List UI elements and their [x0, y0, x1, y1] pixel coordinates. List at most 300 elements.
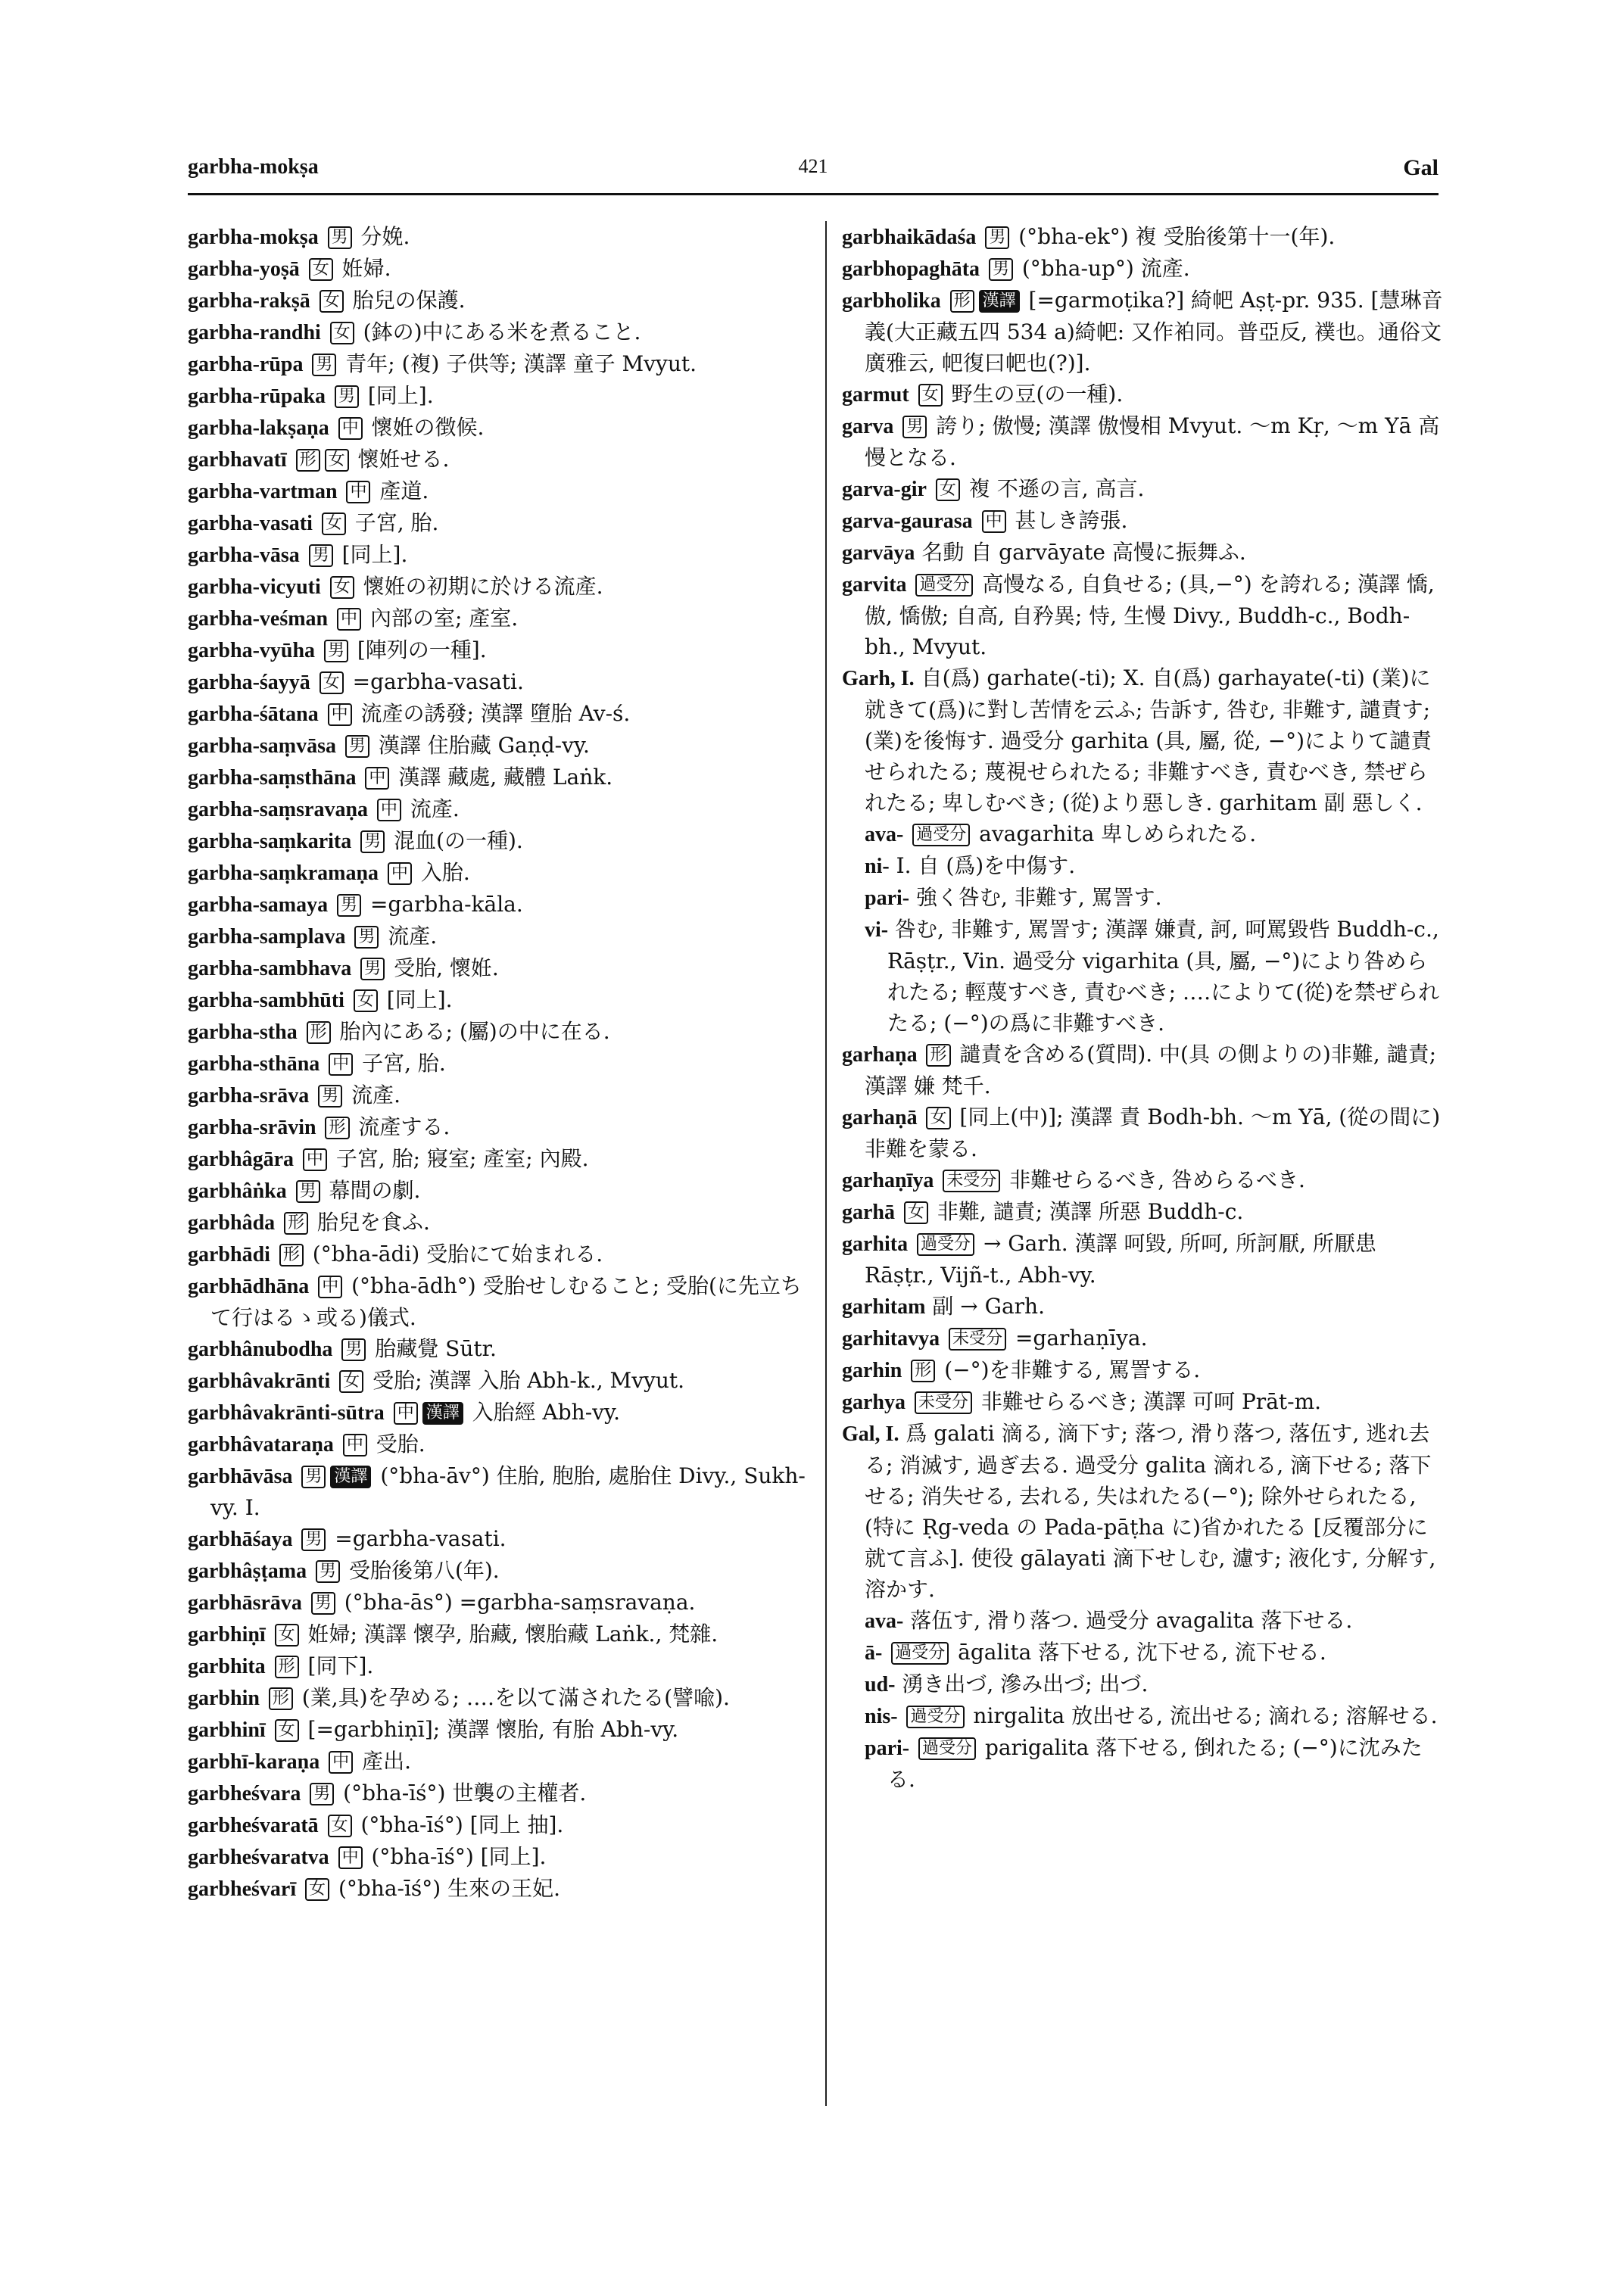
grammar-tag: 中 — [318, 1276, 342, 1298]
entry-headword: garhaṇā — [842, 1106, 918, 1129]
entry-definition: [同上]. — [367, 383, 434, 408]
entry-definition: 名動 自 garvāyate 高慢に振舞ふ. — [921, 540, 1246, 565]
dictionary-entry — [842, 1228, 1448, 1291]
dictionary-entry — [188, 1523, 809, 1555]
entry-headword: garbha-sambhūti — [188, 989, 344, 1012]
entry-headword: ā- — [865, 1641, 883, 1665]
entry-definition: 流產する. — [358, 1114, 450, 1139]
dictionary-entry — [842, 1164, 1448, 1196]
entry-headword: garhā — [842, 1201, 895, 1224]
dictionary-entry — [188, 698, 809, 730]
page-header — [188, 155, 1439, 195]
grammar-tag: 男 — [316, 1560, 340, 1583]
entry-headword: garbhâgāra — [188, 1148, 294, 1171]
dictionary-entry — [188, 253, 809, 285]
page-number: 421 — [798, 155, 828, 177]
entry-headword: garvita — [842, 573, 907, 597]
grammar-tag: 女 — [918, 384, 943, 407]
entry-definition: (°bha-ās°) =garbha-saṃsravaṇa. — [344, 1590, 696, 1615]
grammar-tag: 女 — [275, 1624, 299, 1647]
grammar-tag: 女 — [275, 1719, 299, 1742]
grammar-tag: 中 — [329, 1053, 353, 1076]
entry-definition: =garbha-kāla. — [369, 892, 523, 917]
entry-headword: garbheśvarī — [188, 1877, 297, 1901]
entry-headword: garbheśvaratva — [188, 1846, 329, 1869]
entry-headword: garbha-srāva — [188, 1084, 310, 1108]
entry-definition: nirgalita 放出せる, 流出せる; 滴れる; 溶解せる. — [973, 1703, 1438, 1728]
grammar-tag: 中 — [328, 703, 352, 726]
entry-definition: 懷姙の初期に於ける流產. — [363, 574, 603, 599]
dictionary-entry — [188, 921, 809, 952]
entry-definition: 野生の豆(の一種). — [951, 382, 1124, 407]
dictionary-entry — [842, 1039, 1448, 1101]
entry-headword: garbhāvāsa — [188, 1465, 293, 1488]
grammar-tag: 過受分 — [915, 574, 973, 597]
dictionary-entry — [842, 1354, 1448, 1386]
grammar-tag: 過受分 — [906, 1706, 964, 1728]
entry-definition: 胎內にある; (屬)の中に在る. — [339, 1019, 610, 1044]
entry-headword: garbha-saṃsthāna — [188, 766, 357, 790]
entry-headword: garbhādi — [188, 1243, 270, 1266]
dictionary-entry — [842, 569, 1448, 662]
entry-definition: 非難せらるべき; 漢譯 可呵 Prāt-m. — [980, 1389, 1322, 1414]
entry-headword: garbhâvakrānti — [188, 1369, 331, 1393]
entry-definition: 入胎. — [420, 860, 470, 885]
entry-definition: (°bha-ek°) 複 受胎後第十一(年). — [1018, 224, 1336, 249]
entry-headword: garbhin — [188, 1687, 260, 1710]
dictionary-entry — [842, 1101, 1448, 1164]
grammar-tag: 男 — [985, 226, 1009, 249]
entry-headword: garbhavatī — [188, 448, 287, 472]
dictionary-entry — [842, 1732, 1448, 1795]
dictionary-entry — [842, 379, 1448, 410]
entry-definition: 非難, 譴責; 漢譯 所惡 Buddh-c. — [937, 1199, 1244, 1224]
entry-definition: 漢譯 住胎藏 Gaṇḍ-vy. — [378, 733, 590, 758]
grammar-tag: 女 — [320, 671, 344, 694]
dictionary-entry — [842, 473, 1448, 505]
dictionary-entry — [188, 1587, 809, 1618]
entry-definition: 強く咎む, 非難す, 罵詈す. — [916, 885, 1162, 910]
grammar-tag: 男 — [360, 830, 385, 853]
grammar-tag: 男 — [301, 1466, 326, 1488]
grammar-tag: 中 — [303, 1148, 327, 1171]
dictionary-entry — [188, 1333, 809, 1365]
grammar-tag: 女 — [325, 449, 349, 472]
grammar-tag: 男 — [354, 926, 379, 949]
dictionary-entry — [842, 410, 1448, 473]
dictionary-entry — [188, 1618, 809, 1650]
entry-headword: garbhī-karaṇa — [188, 1750, 320, 1774]
dictionary-entry — [188, 1175, 809, 1207]
entry-definition: (°bha-īś°) [同上]. — [371, 1844, 547, 1869]
grammar-tag: 男 — [345, 735, 369, 758]
grammar-tag: 中 — [337, 608, 361, 631]
dictionary-entry — [188, 825, 809, 857]
dictionary-entry — [188, 952, 809, 984]
entry-definition: 流產. — [388, 924, 438, 949]
entry-headword: garbha-śayyā — [188, 671, 310, 694]
entry-headword: garbhâda — [188, 1211, 276, 1235]
grammar-tag: 中 — [338, 417, 363, 440]
dictionary-entry — [188, 348, 809, 380]
grammar-tag: 未受分 — [915, 1391, 972, 1414]
entry-headword: garbhâṅka — [188, 1179, 287, 1203]
dictionary-entry — [842, 505, 1448, 537]
grammar-tag: 女 — [904, 1201, 928, 1224]
entry-definition: 落伍す, 滑り落つ. 過受分 avagalita 落下せる. — [910, 1608, 1353, 1633]
dictionary-entry — [188, 507, 809, 539]
entry-headword: garbha-randhi — [188, 321, 321, 344]
column-divider — [825, 221, 827, 2106]
grammar-tag: 過受分 — [917, 1233, 974, 1256]
dictionary-entry — [188, 1048, 809, 1080]
dictionary-entry — [188, 1809, 809, 1841]
dictionary-entry — [188, 1270, 809, 1333]
entry-definition: parigalita 落下せる, 倒れたる; (−°)に沈みたる. — [887, 1735, 1423, 1792]
entry-headword: garbhita — [188, 1655, 266, 1678]
entry-definition: 受胎, 懷姙. — [394, 955, 499, 980]
dictionary-entry — [188, 1080, 809, 1111]
grammar-tag: 形 — [269, 1687, 293, 1710]
dictionary-entry — [188, 1714, 809, 1746]
entry-definition: [同下]. — [307, 1653, 374, 1678]
dictionary-entry — [188, 1365, 809, 1397]
entry-headword: garbheśvara — [188, 1782, 301, 1805]
dictionary-entry — [188, 889, 809, 921]
entry-definition: (°bha-up°) 流產. — [1021, 256, 1190, 281]
entry-definition: [=garmoṭika?] 綺帊 Aṣṭ-pr. 935. [慧琳音義(大正藏五四 534 a)綺帊: 又作袙同。普亞反, 襆也。通俗文廣雅云, 帊復曰帊也(?)]. — [865, 288, 1443, 375]
grammar-tag: 中 — [329, 1751, 353, 1774]
entry-headword: garbheśvaratā — [188, 1814, 319, 1837]
entry-headword: garhya — [842, 1391, 906, 1414]
entry-definition: 複 不遜の言, 高言. — [968, 476, 1145, 501]
dictionary-entry — [188, 412, 809, 444]
entry-headword: garbhâvataraṇa — [188, 1433, 334, 1456]
entry-definition: 爲 galati 滴る, 滴下す; 落つ, 滑り落つ, 落伍す, 逃れ去る; 消滅す, 過ぎ去る. 過受分 galita 滴れる, 滴下せる; 落下せる; 消失せる, 去れる, 失はれたる(−°); 除外せられたる, (特に Ṛg-veda の Pada-pāṭha に)省かれたる [反覆部分に就て言ふ]. 使役 gālayati 滴下せしむ, 濾す; 液化す, 分解す, 溶かす. — [865, 1421, 1436, 1602]
dictionary-entry — [188, 1111, 809, 1143]
grammar-tag: 女 — [309, 258, 333, 281]
dictionary-entry — [188, 316, 809, 348]
entry-definition: 漢譯 藏處, 藏體 Laṅk. — [398, 765, 613, 790]
grammar-tag: 中 — [365, 767, 389, 790]
entry-definition: 懷姙の徴候. — [371, 415, 485, 440]
entry-definition: 流產. — [410, 796, 460, 821]
entry-headword: garbhādhāna — [188, 1275, 310, 1298]
dictionary-entry — [842, 537, 1448, 569]
entry-definition: 甚しき誇張. — [1015, 508, 1128, 533]
grammar-tag: 男 — [328, 226, 352, 249]
dictionary-entry — [188, 1460, 809, 1523]
entry-definition: 胎兒の保護. — [352, 288, 466, 313]
right-column — [842, 221, 1448, 1795]
grammar-tag: 形 — [307, 1021, 331, 1044]
entry-headword: garhitam — [842, 1295, 926, 1319]
dictionary-entry — [188, 539, 809, 571]
grammar-tag: 形 — [325, 1117, 349, 1139]
dictionary-entry — [842, 1418, 1448, 1605]
entry-definition: → Garh. 漢譯 呵毀, 所呵, 所訶厭, 所厭患 Rāṣṭr., Vijñ-t., Abh-vy. — [865, 1231, 1376, 1288]
grammar-tag: 形 — [284, 1212, 308, 1235]
grammar-tag: 中 — [394, 1402, 418, 1425]
entry-definition: 胎藏覺 Sūtr. — [375, 1336, 497, 1361]
entry-headword: garbha-stha — [188, 1020, 298, 1044]
entry-headword: garbha-śātana — [188, 703, 319, 726]
entry-definition: 姙婦. — [341, 256, 391, 281]
dictionary-entry — [188, 730, 809, 762]
entry-headword: garbha-veśman — [188, 607, 329, 631]
dictionary-entry — [842, 662, 1448, 818]
entry-definition: 產出. — [362, 1749, 411, 1774]
grammar-tag: 男 — [301, 1528, 326, 1551]
grammar-tag: 男 — [311, 1592, 335, 1615]
grammar-tag: 中 — [388, 862, 412, 885]
grammar-tag: 未受分 — [949, 1328, 1006, 1351]
dictionary-entry — [188, 1555, 809, 1587]
grammar-tag: 中 — [377, 799, 401, 821]
entry-definition: 受胎後第八(年). — [348, 1558, 500, 1583]
entry-headword: garbhâṣṭama — [188, 1559, 307, 1583]
grammar-tag: 男 — [312, 354, 336, 376]
left-column — [188, 221, 809, 1905]
entry-definition: 姙婦; 漢譯 懷孕, 胎藏, 懷胎藏 Laṅk., 梵雜. — [307, 1622, 718, 1647]
dictionary-entry — [188, 1238, 809, 1270]
grammar-tag: 中 — [346, 481, 370, 503]
entry-definition: 產道. — [379, 478, 429, 503]
dictionary-entry — [188, 571, 809, 603]
entry-definition: 非難せらるべき, 咎めらるべき. — [1009, 1167, 1305, 1192]
entry-definition: 子宮, 胎. — [354, 510, 439, 535]
entry-definition: (°bha-ādh°) 受胎せしむること; 受胎(に先立ちて行はるゝ或る)儀式. — [210, 1273, 802, 1330]
dictionary-entry — [188, 1207, 809, 1238]
entry-headword: garbhāsrāva — [188, 1591, 302, 1615]
entry-definition: 混血(の一種). — [394, 828, 523, 853]
entry-definition: 流產の誘發; 漢譯 墮胎 Av-ś. — [360, 701, 631, 726]
grammar-tag: 女 — [322, 512, 346, 535]
dictionary-entry — [188, 380, 809, 412]
entry-headword: garva-gir — [842, 478, 927, 501]
grammar-tag: 女 — [354, 989, 378, 1012]
entry-headword: garmut — [842, 383, 909, 407]
grammar-tag: 中 — [343, 1434, 367, 1456]
dictionary-entry — [842, 1605, 1448, 1637]
entry-headword: garbha-lakṣaṇa — [188, 416, 329, 440]
grammar-tag: 形 — [950, 290, 974, 313]
entry-definition: 懷姙せる. — [357, 447, 450, 472]
entry-definition: 受胎. — [376, 1432, 425, 1456]
entry-definition: (°bha-īś°) 生來の王妃. — [338, 1876, 561, 1901]
entry-definition: avagarhita 卑しめられたる. — [979, 821, 1257, 846]
entry-definition: 分娩. — [360, 224, 410, 249]
entry-headword: garbha-vāsa — [188, 544, 300, 567]
entry-definition: 咎む, 非難す, 罵詈す; 漢譯 嫌責, 訶, 呵罵毀呰 Buddh-c., Rāṣṭr., Vin. 過受分 vigarhita (具, 屬, −°)により咎められたる; 輕蔑すべき, 責むべき; ‥‥によりて(從)を禁ぜられたる; (−°)の爲に非難すべき. — [887, 917, 1440, 1036]
grammar-tag: 形 — [275, 1656, 299, 1678]
entry-headword: garbholika — [842, 289, 941, 313]
grammar-tag: 男 — [318, 1085, 342, 1108]
grammar-tag: 男 — [296, 1180, 320, 1203]
entry-definition: (°bha-īś°) [同上 抽]. — [360, 1812, 564, 1837]
grammar-tag: 形 — [296, 449, 320, 472]
entry-definition: (−°)を非難する, 罵詈する. — [944, 1357, 1201, 1382]
grammar-tag: 男 — [989, 258, 1013, 281]
entry-headword: garbhāśaya — [188, 1528, 293, 1551]
dictionary-entry — [188, 285, 809, 316]
entry-headword: garbha-sthāna — [188, 1052, 320, 1076]
entry-headword: garbha-saṃkarita — [188, 830, 352, 853]
grammar-tag: 形 — [926, 1044, 950, 1067]
entry-headword: garbha-vyūha — [188, 639, 316, 662]
entry-headword: garhaṇa — [842, 1043, 918, 1067]
entry-headword: garbha-yoṣā — [188, 257, 300, 281]
entry-headword: garbha-rūpaka — [188, 385, 326, 408]
entry-headword: ava- — [865, 823, 904, 846]
entry-headword: garbha-vasati — [188, 512, 313, 535]
dictionary-entry — [188, 984, 809, 1016]
dictionary-entry — [842, 914, 1448, 1039]
entry-definition: 內部の室; 產室. — [369, 606, 519, 631]
entry-definition: [同上]. — [341, 542, 408, 567]
grammar-tag: 女 — [936, 478, 960, 501]
dictionary-entry — [188, 603, 809, 634]
entry-definition: 高慢なる, 自負せる; (具,−°) を誇れる; 漢譯 憍, 傲, 憍傲; 自高, 自矜異; 恃, 生慢 Divy., Buddh-c., Bodh-bh., Mvyut. — [865, 572, 1435, 659]
grammar-tag: 男 — [902, 416, 927, 438]
entry-definition: 受胎; 漢譯 入胎 Abh-k., Mvyut. — [372, 1368, 685, 1393]
dictionary-entry — [188, 1682, 809, 1714]
running-head-right: Gal — [1403, 155, 1439, 180]
grammar-tag: 女 — [305, 1878, 329, 1901]
running-head-left: garbha-mokṣa — [188, 155, 319, 179]
grammar-tag: 中 — [982, 510, 1006, 533]
entry-headword: garhita — [842, 1232, 909, 1256]
dictionary-entry — [188, 857, 809, 889]
entry-headword: garbha-mokṣa — [188, 226, 319, 249]
entry-headword: garbha-vicyuti — [188, 575, 321, 599]
entry-headword: ava- — [865, 1609, 904, 1633]
grammar-tag: 過受分 — [912, 824, 970, 846]
entry-headword: garbha-saṃvāsa — [188, 734, 337, 758]
entry-headword: garbha-srāvin — [188, 1116, 316, 1139]
entry-headword: garbhânubodha — [188, 1338, 333, 1361]
entry-headword: ni- — [865, 855, 890, 878]
entry-headword: garva-gaurasa — [842, 509, 973, 533]
entry-headword: garbhinī — [188, 1718, 266, 1742]
entry-definition: 胎兒を食ふ. — [316, 1210, 430, 1235]
entry-definition: (°bha-īś°) 世襲の主權者. — [343, 1781, 587, 1805]
entry-headword: garbha-rakṣā — [188, 289, 310, 313]
dictionary-entry — [188, 1143, 809, 1175]
dictionary-entry — [842, 1700, 1448, 1732]
entry-definition: 誇り; 傲慢; 漢譯 傲慢相 Mvyut. 〜m Kṛ, 〜m Yā 高慢となる. — [865, 413, 1440, 470]
grammar-tag: 過受分 — [891, 1642, 949, 1665]
entry-definition: [陣列の一種]. — [357, 637, 487, 662]
entry-definition: (°bha-āv°) 住胎, 胞胎, 處胎住 Divy., Sukh-vy. I. — [210, 1463, 806, 1520]
entry-definition: 青年; (複) 子供等; 漢譯 童子 Mvyut. — [345, 351, 697, 376]
entry-definition: [同上(中)]; 漢譯 責 Bodh-bh. 〜m Yā, (從の間に)非難を蒙る. — [865, 1104, 1441, 1161]
grammar-tag: 漢譯 — [422, 1402, 463, 1425]
entry-definition: 子宮, 胎. — [362, 1051, 446, 1076]
grammar-tag: 中 — [338, 1846, 363, 1869]
entry-headword: garbha-saṃkramaṇa — [188, 861, 379, 885]
grammar-tag: 未受分 — [943, 1170, 1000, 1192]
entry-definition: I. 自 (爲)を中傷す. — [896, 853, 1076, 878]
grammar-tag: 形 — [911, 1360, 935, 1382]
dictionary-entry — [188, 1746, 809, 1777]
grammar-tag: 男 — [341, 1338, 366, 1361]
entry-definition: āgalita 落下せる, 沈下せる, 流下せる. — [958, 1640, 1326, 1665]
dictionary-entry — [842, 882, 1448, 914]
grammar-tag: 男 — [335, 385, 359, 408]
dictionary-entry — [842, 1668, 1448, 1700]
entry-headword: garbha-saṃsravaṇa — [188, 798, 369, 821]
dictionary-entry — [842, 1386, 1448, 1418]
dictionary-entry — [842, 850, 1448, 882]
entry-definition: (°bha-ādi) 受胎にて始まれる. — [312, 1242, 603, 1266]
entry-definition: 幕間の劇. — [329, 1178, 421, 1203]
dictionary-entry — [188, 666, 809, 698]
dictionary-entry — [188, 762, 809, 793]
entry-definition: (業,具)を孕める; ‥‥を以て滿されたる(譬喩). — [301, 1685, 730, 1710]
grammar-tag: 漢譯 — [330, 1466, 371, 1488]
dictionary-entry — [842, 253, 1448, 285]
entry-headword: garbha-samaya — [188, 893, 329, 917]
dictionary-entry — [188, 221, 809, 253]
grammar-tag: 男 — [324, 640, 348, 662]
entry-headword: pari- — [865, 1737, 910, 1760]
dictionary-entry — [188, 1841, 809, 1873]
entry-headword: garhin — [842, 1359, 902, 1382]
dictionary-entry — [188, 1650, 809, 1682]
dictionary-entry — [188, 1428, 809, 1460]
entry-definition: [=garbhiṇī]; 漢譯 懷胎, 有胎 Abh-vy. — [307, 1717, 679, 1742]
grammar-tag: 女 — [339, 1370, 363, 1393]
dictionary-entry — [188, 1777, 809, 1809]
entry-headword: vi- — [865, 918, 889, 942]
entry-headword: garbhiṇī — [188, 1623, 266, 1647]
entry-headword: ud- — [865, 1673, 896, 1696]
dictionary-entry — [842, 818, 1448, 850]
entry-definition: =garhaṇīya. — [1015, 1326, 1148, 1351]
entry-definition: 入胎經 Abh-vy. — [472, 1400, 620, 1425]
dictionary-entry — [842, 285, 1448, 379]
grammar-tag: 漢譯 — [979, 290, 1020, 313]
entry-definition: 湧き出づ, 滲み出づ; 出づ. — [902, 1671, 1149, 1696]
grammar-tag: 形 — [279, 1244, 304, 1266]
entry-headword: garbha-samplava — [188, 925, 346, 949]
grammar-tag: 男 — [337, 894, 361, 917]
dictionary-entry — [188, 1016, 809, 1048]
entry-headword: garbha-vartman — [188, 480, 338, 503]
entry-headword: garbha-rūpa — [188, 353, 304, 376]
grammar-tag: 男 — [310, 1783, 334, 1805]
entry-headword: nis- — [865, 1705, 898, 1728]
entry-definition: =garbha-vasati. — [335, 1526, 507, 1551]
grammar-tag: 女 — [328, 1815, 352, 1837]
entry-headword: Gal, I. — [842, 1422, 899, 1446]
entry-definition: (鉢の)中にある米を煮ること. — [363, 319, 641, 344]
grammar-tag: 女 — [926, 1107, 950, 1129]
entry-definition: 副 → Garh. — [932, 1294, 1045, 1319]
dictionary-entry — [842, 1196, 1448, 1228]
dictionary-entry — [188, 475, 809, 507]
grammar-tag: 男 — [360, 958, 385, 980]
dictionary-entry — [188, 634, 809, 666]
entry-headword: pari- — [865, 886, 910, 910]
grammar-tag: 女 — [320, 290, 344, 313]
grammar-tag: 女 — [330, 576, 354, 599]
dictionary-entry — [842, 221, 1448, 253]
entry-headword: garbhaikādaśa — [842, 226, 977, 249]
entry-definition: =garbha-vasati. — [352, 669, 524, 694]
entry-definition: 自(爲) garhate(-ti); X. 自(爲) garhayate(-ti) (業)に就きて(爲)に對し苦情を云ふ; 告訴す, 咎む, 非難す, 譴責す; (業)を後悔す. 過受分 garhita (具, 屬, 從, −°)によりて譴責せられたる; 蔑視せられたる; 非難すべき, 責むべき, 禁ぜられたる; 卑しむべき; (從)より惡しき. garhitam 副 惡しく. — [865, 665, 1432, 815]
